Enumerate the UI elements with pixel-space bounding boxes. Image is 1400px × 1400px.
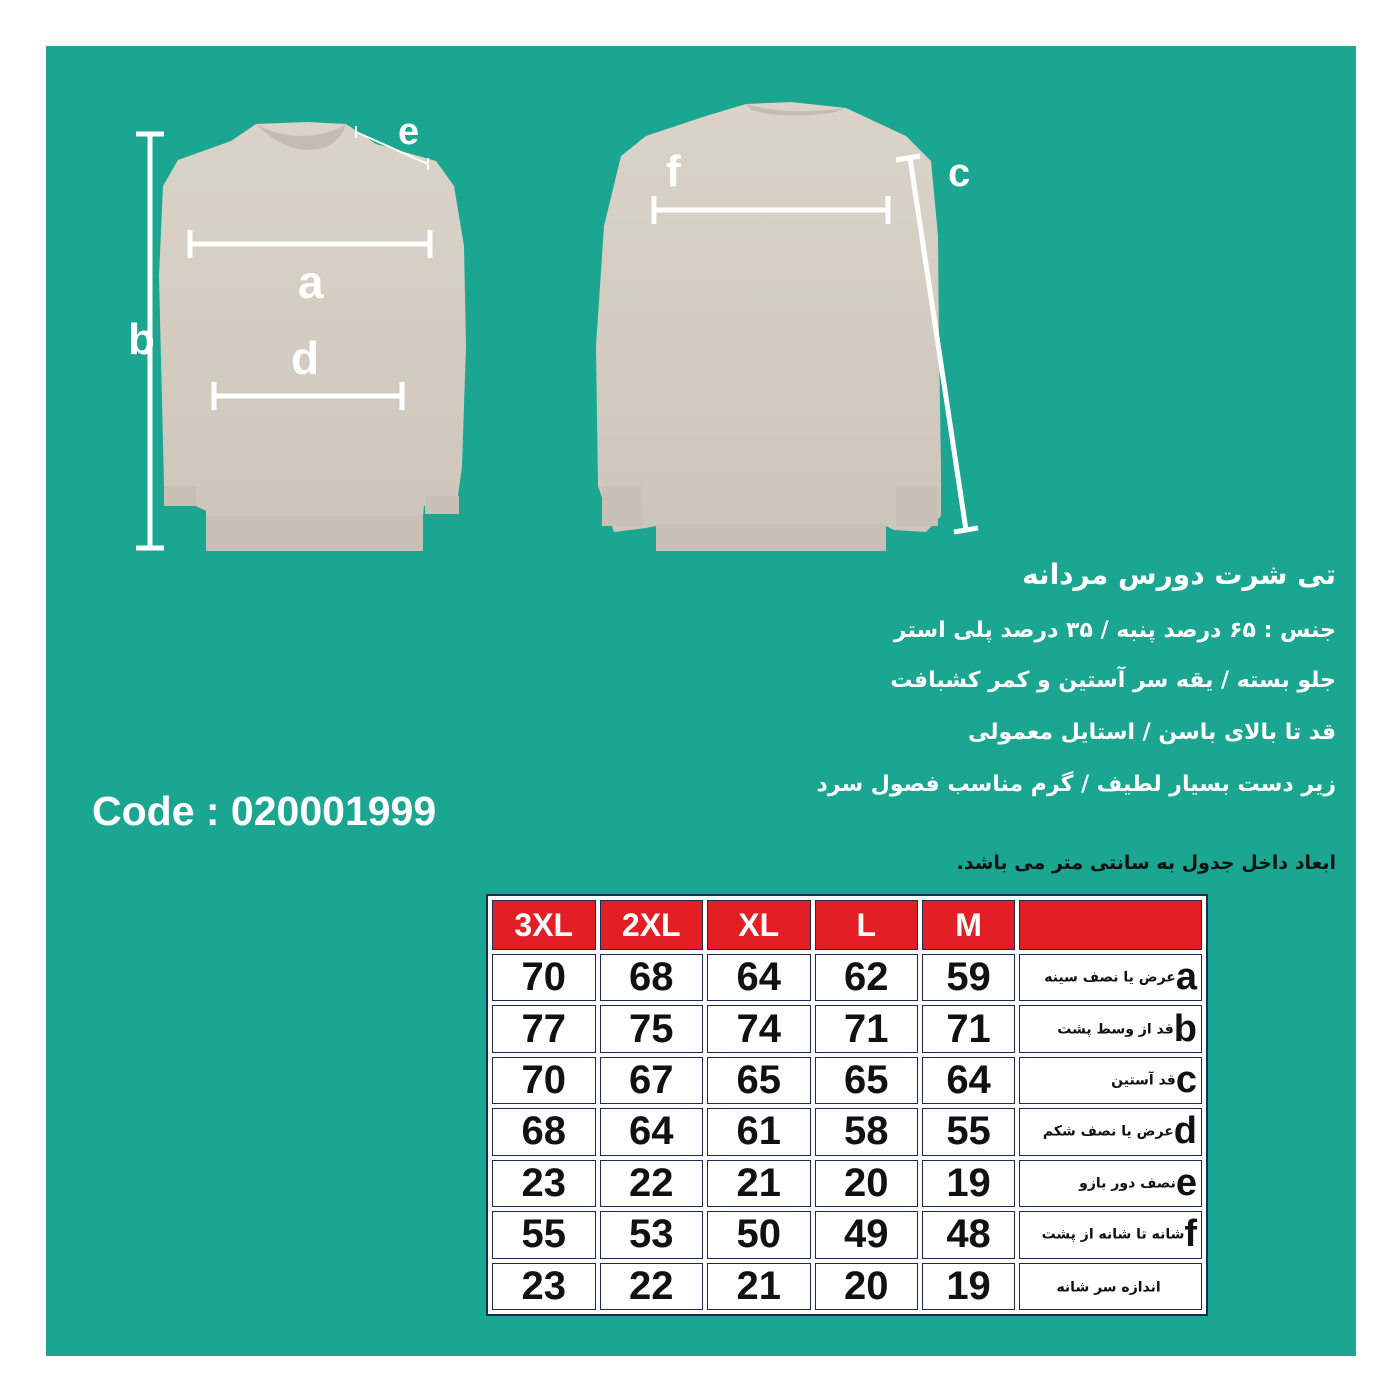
table-cell: 71 bbox=[922, 1005, 1015, 1052]
size-table bbox=[486, 894, 1208, 1316]
table-cell: 58 bbox=[815, 1108, 919, 1155]
table-cell: 67 bbox=[600, 1057, 704, 1104]
table-row bbox=[492, 954, 1202, 1001]
table-row bbox=[492, 1005, 1202, 1052]
table-row bbox=[492, 1263, 1202, 1310]
size-header-3xl: 3XL bbox=[492, 900, 596, 950]
row-label-text: قد آستین bbox=[1111, 1072, 1176, 1089]
label-a: a bbox=[298, 256, 324, 308]
table-cell: 20 bbox=[815, 1263, 919, 1310]
row-label-text: عرض یا نصف شکم bbox=[1042, 1123, 1174, 1140]
spec-line-4: زیر دست بسیار لطیف / گرم مناسب فصول سرد bbox=[816, 772, 1336, 797]
table-cell: 22 bbox=[600, 1160, 704, 1207]
garment-illustrations bbox=[46, 46, 1356, 566]
table-cell: 64 bbox=[922, 1057, 1015, 1104]
table-cell: 49 bbox=[815, 1211, 919, 1258]
table-cell: 19 bbox=[922, 1263, 1015, 1310]
table-cell: 21 bbox=[707, 1160, 811, 1207]
table-cell: 70 bbox=[492, 1057, 596, 1104]
table-cell: 22 bbox=[600, 1263, 704, 1310]
size-header-blank bbox=[1019, 900, 1202, 950]
table-cell: 62 bbox=[815, 954, 919, 1001]
table-cell: 64 bbox=[707, 954, 811, 1001]
table-cell: 75 bbox=[600, 1005, 704, 1052]
label-d: d bbox=[291, 332, 320, 384]
table-cell: 65 bbox=[707, 1057, 811, 1104]
table-cell: 50 bbox=[707, 1211, 811, 1258]
table-cell: 77 bbox=[492, 1005, 596, 1052]
label-f: f bbox=[666, 147, 681, 196]
table-cell: 23 bbox=[492, 1160, 596, 1207]
size-header-2xl: 2XL bbox=[600, 900, 704, 950]
table-cell: 74 bbox=[707, 1005, 811, 1052]
label-b: b bbox=[128, 315, 155, 364]
table-cell: 19 bbox=[922, 1160, 1015, 1207]
table-row bbox=[492, 1211, 1202, 1258]
size-header-xl: XL bbox=[707, 900, 811, 950]
table-cell: 61 bbox=[707, 1108, 811, 1155]
product-title: تی شرت دورس مردانه bbox=[1022, 558, 1336, 591]
spec-line-3: قد تا بالای باسن / استایل معمولی bbox=[967, 720, 1336, 745]
back-sweatshirt-image bbox=[596, 102, 941, 551]
row-label-letter: d bbox=[1173, 1110, 1197, 1153]
row-label-letter: c bbox=[1175, 1059, 1197, 1102]
table-cell: 68 bbox=[600, 954, 704, 1001]
label-e: e bbox=[398, 111, 420, 153]
table-cell: 53 bbox=[600, 1211, 704, 1258]
row-label bbox=[1019, 1057, 1202, 1104]
table-row bbox=[492, 1057, 1202, 1104]
table-cell: 64 bbox=[600, 1108, 704, 1155]
row-label bbox=[1019, 1263, 1202, 1310]
row-label-letter: a bbox=[1175, 956, 1197, 999]
table-cell: 55 bbox=[492, 1211, 596, 1258]
row-label bbox=[1019, 954, 1202, 1001]
spec-line-2: جلو بسته / یقه سر آستین و کمر کشبافت bbox=[890, 668, 1336, 693]
table-cell: 68 bbox=[492, 1108, 596, 1155]
row-label-letter: e bbox=[1175, 1161, 1197, 1204]
table-cell: 55 bbox=[922, 1108, 1015, 1155]
content-panel bbox=[46, 46, 1356, 1356]
row-label bbox=[1019, 1005, 1202, 1052]
table-cell: 70 bbox=[492, 954, 596, 1001]
table-cell: 48 bbox=[922, 1211, 1015, 1258]
table-cell: 21 bbox=[707, 1263, 811, 1310]
size-header-m: M bbox=[922, 900, 1015, 950]
table-cell: 20 bbox=[815, 1160, 919, 1207]
row-label-text: نصف دور بازو bbox=[1079, 1175, 1176, 1192]
table-row bbox=[492, 1160, 1202, 1207]
row-label bbox=[1019, 1160, 1202, 1207]
units-note: ابعاد داخل جدول به سانتی متر می باشد. bbox=[956, 852, 1336, 874]
row-label-text: شانه تا شانه از پشت bbox=[1041, 1226, 1185, 1243]
table-cell: 59 bbox=[922, 954, 1015, 1001]
table-cell: 65 bbox=[815, 1057, 919, 1104]
row-label-letter: b bbox=[1173, 1007, 1197, 1050]
table-row bbox=[492, 1108, 1202, 1155]
table-cell: 23 bbox=[492, 1263, 596, 1310]
row-label-letter: f bbox=[1184, 1213, 1197, 1256]
table-cell: 71 bbox=[815, 1005, 919, 1052]
spec-line-1: جنس : ۶۵ درصد پنبه / ۳۵ درصد پلی استر bbox=[893, 618, 1336, 643]
row-label-text: عرض یا نصف سینه bbox=[1044, 969, 1176, 986]
size-header-row bbox=[492, 900, 1202, 950]
row-label-text: قد از وسط پشت bbox=[1057, 1021, 1174, 1038]
product-code: Code : 020001999 bbox=[92, 788, 437, 834]
size-header-l: L bbox=[815, 900, 919, 950]
row-label bbox=[1019, 1211, 1202, 1258]
row-label bbox=[1019, 1108, 1202, 1155]
row-label-text: اندازه سر شانه bbox=[1056, 1279, 1161, 1296]
label-c: c bbox=[948, 151, 971, 195]
